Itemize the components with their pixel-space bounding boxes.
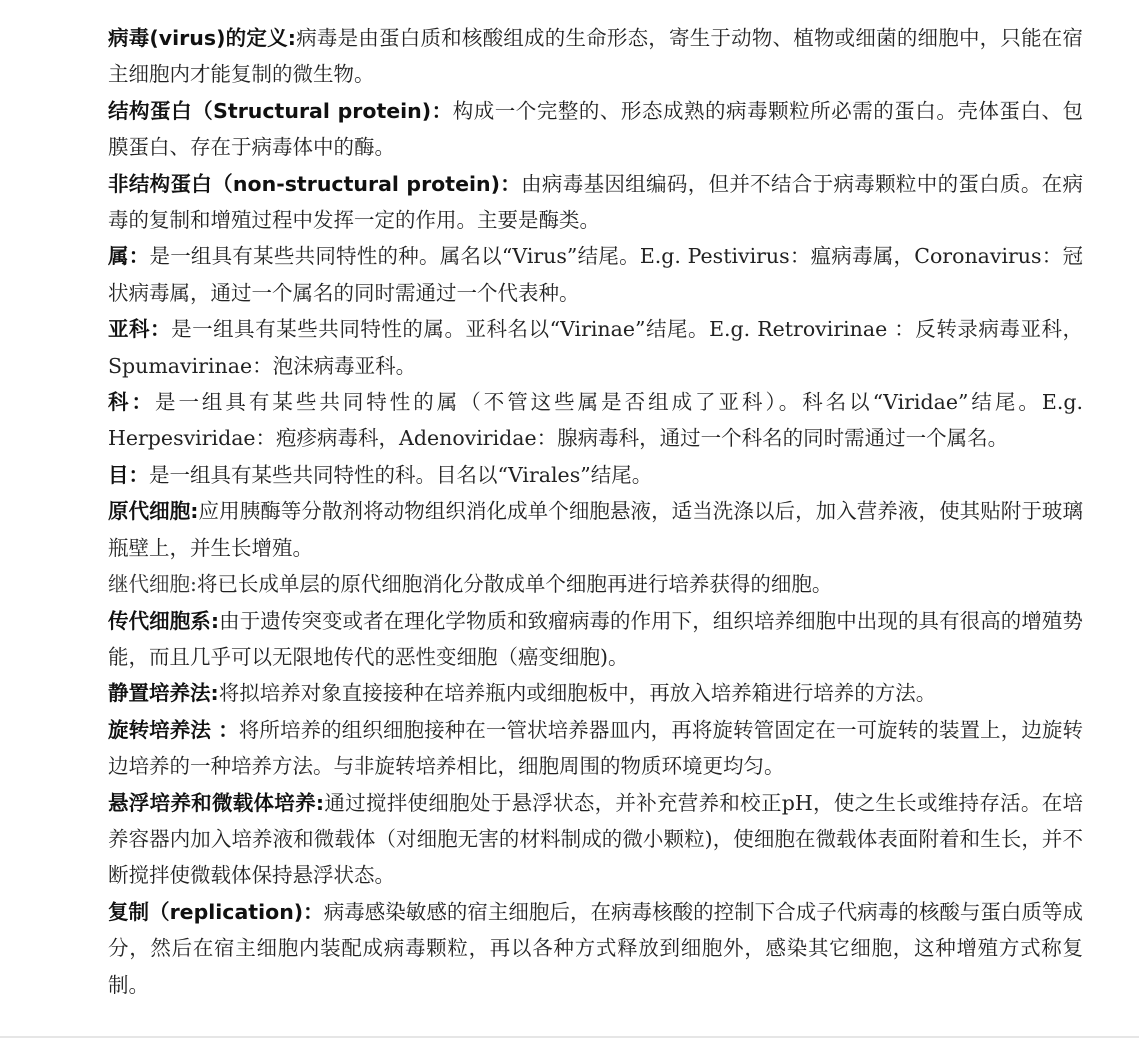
entry-text: 应用胰酶等分散剂将动物组织消化成单个细胞悬液，适当洗涤以后，加入营养液，使其贴附于玻璃瓶壁上，并生长增殖。: [108, 499, 1083, 560]
entry-term: 目：: [108, 462, 149, 487]
entry-term: 传代细胞系:: [108, 608, 220, 633]
entry-text: 由病毒基因组编码，但并不结合于病毒颗粒中的蛋白质。在病毒的复制和增殖过程中发挥一定的作用。主要是酶类。: [108, 171, 1083, 233]
entry-text: 病毒是由蛋白质和核酸组成的生命形态，寄生于动物、植物或细菌的细胞中，只能在宿主细胞内才能复制的微生物。: [108, 26, 1083, 87]
entry-term: 非结构蛋白（non-structural protein)：: [108, 171, 522, 196]
definitions-document: [108, 20, 1083, 1003]
entry-term: 悬浮培养和微载体培养:: [108, 790, 325, 815]
entry-term: 科：: [108, 390, 155, 415]
entry-structural-protein: [108, 93, 1083, 166]
entry-text: 是一组具有某些共同特性的属。亚科名以“Virinae”结尾。E.g. Retrovirinae ：反转录病毒亚科，Spumavirinae：泡沫病毒亚科。: [108, 317, 1084, 378]
entry-genus: [108, 238, 1083, 311]
entry-virus-definition: [108, 20, 1083, 93]
entry-non-structural-protein: [108, 166, 1083, 239]
entry-term: 继代细胞:: [108, 572, 197, 597]
entry-term: 属：: [108, 244, 150, 269]
entry-text: 是一组具有某些共同特性的种。属名以“Virus”结尾。E.g. Pestivirus：瘟病毒属，Coronavirus：冠状病毒属，通过一个属名的同时需通过一个代表种。: [108, 244, 1083, 305]
entry-suspension-microcarrier-culture: [108, 785, 1083, 894]
entry-text: 将已长成单层的原代细胞消化分散成单个细胞再进行培养获得的细胞。: [196, 572, 833, 597]
entry-text: 将拟培养对象直接接种在培养瓶内或细胞板中，再放入培养箱进行培养的方法。: [218, 681, 937, 706]
entry-subfamily: [108, 311, 1083, 384]
entry-rotary-culture: [108, 712, 1083, 785]
entry-subcultured-cell: [108, 566, 1083, 602]
entry-text: 将所培养的组织细胞接种在一管状培养器皿内，再将旋转管固定在一可旋转的装置上，边旋转边培养的一种培养方法。与非旋转培养相比，细胞周围的物质环境更均匀。: [108, 717, 1084, 779]
entry-text: 构成一个完整的、形态成熟的病毒颗粒所必需的蛋白。壳体蛋白、包膜蛋白、存在于病毒体中的酶。: [108, 98, 1083, 160]
entry-term: 旋转培养法 ：: [108, 717, 239, 742]
entry-text: 通过搅拌使细胞处于悬浮状态，并补充营养和校正pH，使之生长或维持存活。在培养容器内加入培养液和微载体（对细胞无害的材料制成的微小颗粒)，使细胞在微载体表面附着和生长，并不断搅拌使微载体保持悬浮状态。: [108, 790, 1083, 888]
entry-term: 病毒(virus)的定义:: [108, 26, 296, 50]
entry-text: 是一组具有某些共同特性的属（不管这些属是否组成了亚科）。科名以“Viridae”结尾。E.g. Herpesviridae：疱疹病毒科，Adenoviridae：腺病毒科，通过一个科名的同时需通过一个属名。: [108, 390, 1083, 451]
entry-order: [108, 457, 1083, 493]
entry-static-culture: [108, 675, 1083, 711]
entry-term: 静置培养法:: [108, 681, 219, 706]
entry-text: 由于遗传突变或者在理化学物质和致瘤病毒的作用下，组织培养细胞中出现的具有很高的增殖势能，而且几乎可以无限地传代的恶性变细胞（癌变细胞)。: [108, 608, 1084, 669]
entry-family: [108, 384, 1083, 457]
entry-text: 病毒感染敏感的宿主细胞后，在病毒核酸的控制下合成子代病毒的核酸与蛋白质等成分，然后在宿主细胞内装配成病毒颗粒，再以各种方式释放到细胞外，感染其它细胞，这种增殖方式称复制。: [108, 899, 1083, 997]
entry-term: 原代细胞:: [108, 499, 199, 524]
entry-replication: [108, 894, 1083, 1003]
entry-primary-cell: [108, 493, 1083, 566]
entry-term: 复制（replication)：: [108, 899, 324, 924]
entry-cell-line: [108, 603, 1083, 676]
entry-text: 是一组具有某些共同特性的科。目名以“Virales”结尾。: [149, 462, 653, 487]
entry-term: 亚科：: [108, 317, 172, 342]
entry-term: 结构蛋白（Structural protein)：: [108, 98, 453, 123]
